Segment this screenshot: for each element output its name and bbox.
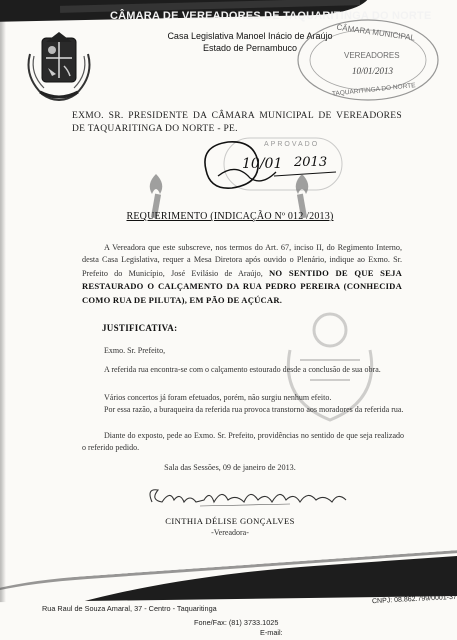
justification-p2: Vários concertos já foram efetuados, porém, não surgiu nenhum efeito. bbox=[104, 393, 332, 402]
salutation: Exmo. Sr. Prefeito, bbox=[104, 346, 166, 355]
received-stamp-line1: CÂMARA MUNICIPAL bbox=[336, 22, 416, 43]
header-state: Estado de Pernambuco bbox=[202, 43, 298, 53]
signer-role: -Vereadora- bbox=[211, 528, 249, 537]
signer-name: CINTHIA DÉLISE GONÇALVES bbox=[165, 516, 295, 526]
document-title-text: REQUERIMENTO (INDICAÇÃO Nº 012 /2013) bbox=[126, 211, 334, 222]
footer-email: E-mail: bbox=[260, 628, 283, 637]
justification-p1: A referida rua encontra-se com o calçamento estourado desde a conclusão de sua obra. bbox=[104, 365, 381, 374]
coat-of-arms-icon bbox=[20, 18, 98, 104]
request-intro: A Vereadora que este subscreve, nos termos do Art. 67, inciso II, do Regimento Interno, desta Casa Legislativa, requer a Mesa Diretora após ouvido o Plenário, indique ao Exmo. Sr. Prefeito do Município, José Evilásio de Araújo, bbox=[82, 243, 402, 278]
footer-phone: Fone/Fax: (81) 3733.1025 bbox=[194, 618, 279, 627]
received-stamp bbox=[292, 12, 444, 108]
approved-stamp-date: 10/01 bbox=[242, 156, 283, 172]
addressee: EXMO. SR. PRESIDENTE DA CÂMARA MUNICIPAL DE VEREADORES DE TAQUARITINGA DO NORTE - PE. bbox=[72, 111, 402, 134]
footer-cnpj: CNPJ: 08.862.799/0001-37 bbox=[371, 593, 457, 606]
handwritten-signature bbox=[140, 482, 360, 512]
footer-address: Rua Raul de Souza Amaral, 37 - Centro - Taquaritinga bbox=[42, 604, 217, 613]
place-date: Sala das Sessões, 09 de janeiro de 2013. bbox=[164, 463, 296, 472]
justification-p4: Diante do exposto, pede ao Exmo. Sr. Prefeito, providências no sentido de que seja realizado o referido pedido. bbox=[82, 431, 404, 452]
justification-p3: Por essa razão, a buraqueira da referida rua provoca transtorno aos moradores da referida rua. bbox=[104, 405, 404, 414]
document-title bbox=[40, 211, 420, 222]
scan-shadow bbox=[0, 0, 6, 640]
header-institution: CÂMARA DE VEREADORES DE TAQUARITINGA DO NORTE bbox=[110, 10, 432, 22]
justification-title: JUSTIFICATIVA: bbox=[102, 323, 178, 333]
request-emphasis: NO SENTIDO DE QUE SEJA RESTAURADO O CALÇAMENTO DA RUA PEDRO PEREIRA (CONHECIDA COMO RUA DE PILUTA), EM PÃO DE AÇÚCAR. bbox=[82, 267, 402, 305]
approved-stamp bbox=[196, 132, 366, 202]
received-stamp-line2: VEREADORES bbox=[344, 51, 400, 60]
approved-stamp-label: APROVADO bbox=[264, 141, 320, 148]
header-house: Casa Legislativa Manoel Inácio de Araújo bbox=[167, 31, 333, 41]
received-stamp-line3: TAQUARITINGA DO NORTE bbox=[331, 82, 416, 98]
approved-stamp-year: 2013 bbox=[294, 155, 328, 170]
received-stamp-date: 10/01/2013 bbox=[352, 66, 394, 76]
